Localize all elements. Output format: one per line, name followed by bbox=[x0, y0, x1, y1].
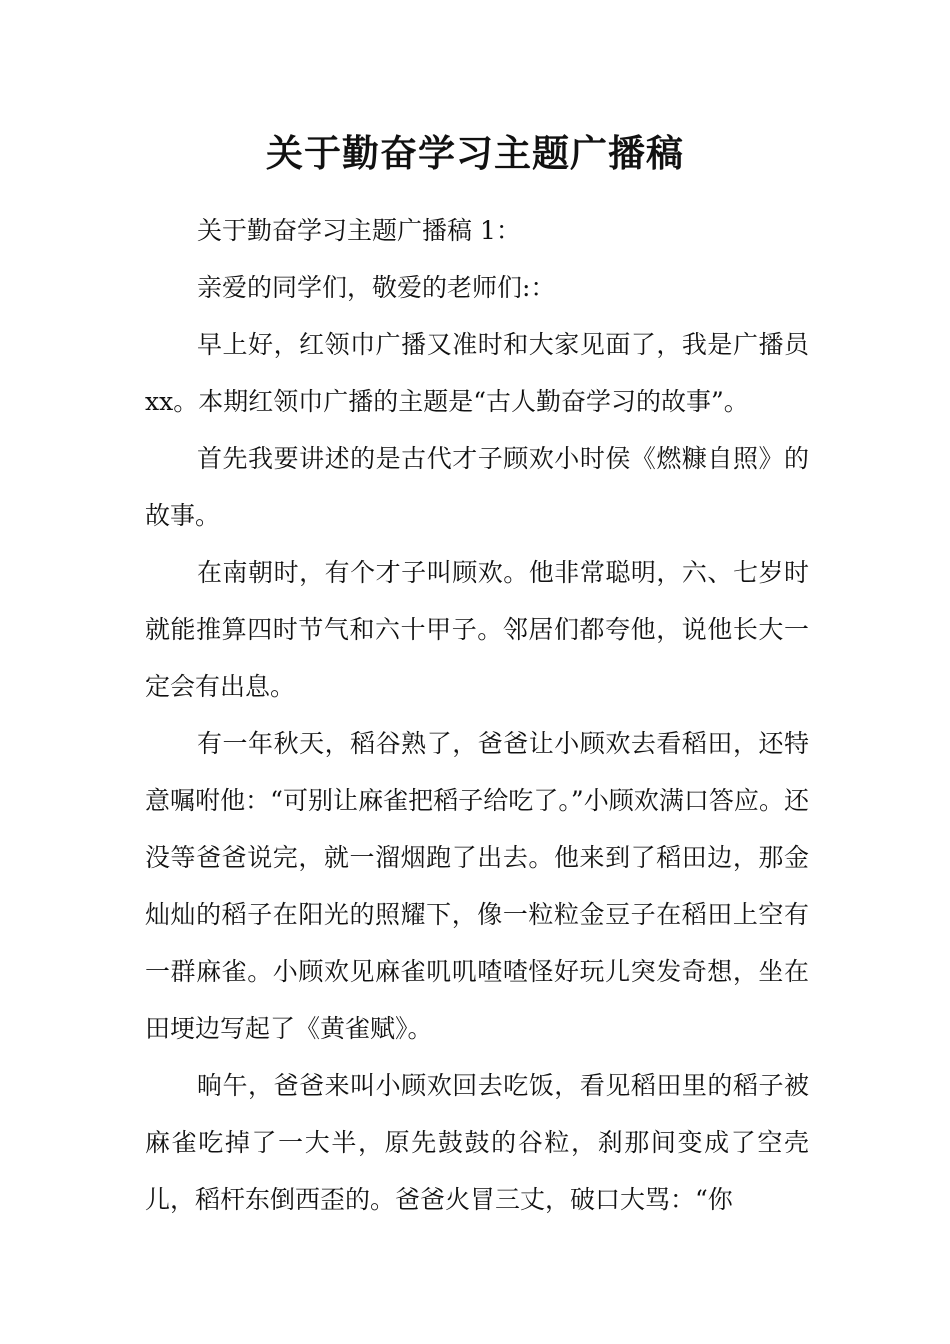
paragraph-story-1: 在南朝时，有个才子叫顾欢。他非常聪明，六、七岁时就能推算四时节气和六十甲子。邻居们都夸他，说他长大一定会有出息。 bbox=[145, 558, 809, 701]
paragraph-story-3: 晌午，爸爸来叫小顾欢回去吃饭，看见稻田里的稻子被麻雀吃掉了一大半，原先鼓鼓的谷粒，刹那间变成了空壳儿，稻杆东倒西歪的。爸爸火冒三丈，破口大骂：“你 bbox=[145, 1071, 809, 1214]
paragraph-greeting: 亲爱的同学们，敬爱的老师们:： bbox=[197, 273, 556, 302]
document-body bbox=[145, 202, 809, 1228]
paragraph-story-2: 有一年秋天，稻谷熟了，爸爸让小顾欢去看稻田，还特意嘱咐他：“可别让麻雀把稻子给吃了。”小顾欢满口答应。还没等爸爸说完，就一溜烟跑了出去。他来到了稻田边，那金灿灿的稻子在阳光的照耀下，像一粒粒金豆子在稻田上空有一群麻雀。小顾欢见麻雀叽叽喳喳怪好玩儿突发奇想，坐在田埂边写起了《黄雀赋》。 bbox=[145, 729, 809, 1043]
paragraph-intro: 早上好，红领巾广播又准时和大家见面了，我是广播员 xx。本期红领巾广播的主题是“古人勤奋学习的故事”。 bbox=[145, 330, 809, 416]
document-title: 关于勤奋学习主题广播稿 bbox=[266, 131, 684, 175]
paragraph-topic: 首先我要讲述的是古代才子顾欢小时侯《燃糠自照》的故事。 bbox=[145, 444, 809, 530]
paragraph-heading: 关于勤奋学习主题广播稿 1： bbox=[197, 216, 521, 245]
